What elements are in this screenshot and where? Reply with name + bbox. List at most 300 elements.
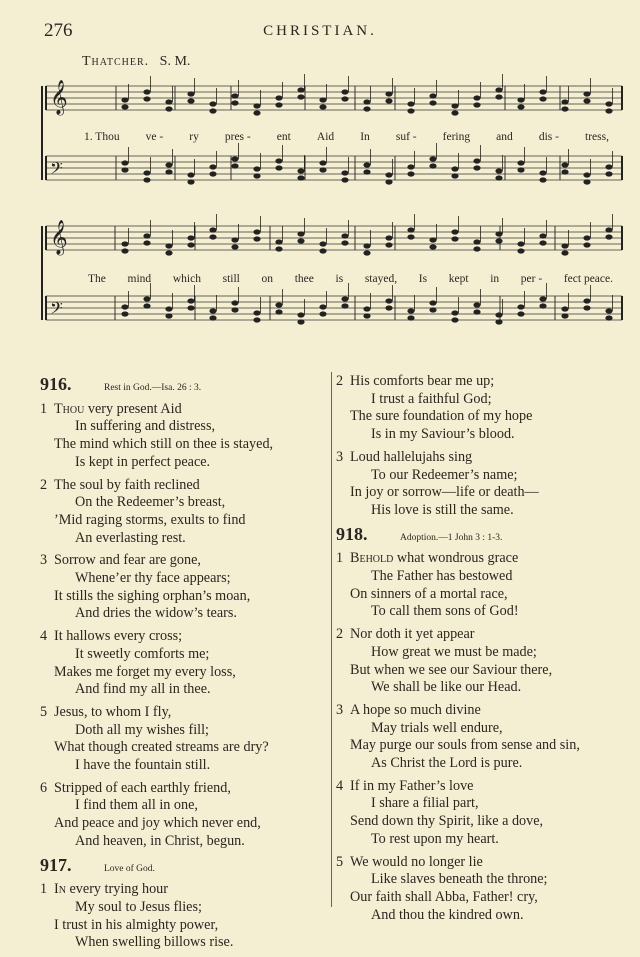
- note-head: [143, 96, 150, 101]
- note-head: [253, 103, 260, 108]
- note-head: [429, 300, 436, 305]
- note-head: [143, 233, 150, 238]
- lyric-syllable: kept: [448, 273, 469, 285]
- verse-text: As Christ the Lord is pure.: [371, 755, 523, 772]
- verse-text: To call them sons of God!: [371, 603, 519, 620]
- hymn-heading: [40, 854, 330, 879]
- note-head: [407, 315, 414, 320]
- note-head: [473, 102, 480, 107]
- note-head: [561, 99, 568, 104]
- note-head: [341, 303, 348, 308]
- note-head: [165, 169, 172, 174]
- verse-text: And heaven, in Christ, begun.: [75, 832, 245, 849]
- verse-text: An everlasting rest.: [75, 529, 186, 546]
- note-head: [363, 162, 370, 167]
- note-head: [187, 179, 194, 184]
- note-head: [429, 307, 436, 312]
- verse-line: [336, 831, 626, 849]
- verse-text: Send down thy Spirit, like a dove,: [350, 813, 544, 830]
- note-head: [209, 101, 216, 106]
- note-head: [539, 240, 546, 245]
- verse: [336, 778, 626, 849]
- note-head: [297, 175, 304, 180]
- verse: [336, 854, 626, 925]
- note-head: [363, 313, 370, 318]
- verse-text: Makes me forget my every loss,: [54, 663, 236, 680]
- verse-line: [336, 889, 626, 907]
- lyric-syllable: ry: [189, 131, 199, 143]
- tune-meter: S. M.: [159, 54, 191, 69]
- lyric-syllable: Aid: [316, 131, 335, 143]
- verse-line: [336, 550, 626, 568]
- note-head: [121, 97, 128, 102]
- verse-text: every trying hour: [69, 881, 168, 898]
- lyric-syllable: pres -: [224, 131, 251, 143]
- verse-line: [40, 917, 330, 935]
- bass-clef-icon: 𝄢: [50, 298, 63, 322]
- lyric-syllable: on: [261, 273, 274, 285]
- note-head: [429, 163, 436, 168]
- note-head: [385, 235, 392, 240]
- note-head: [187, 305, 194, 310]
- note-head: [231, 93, 238, 98]
- verse-text: In joy or sorrow—life or death—: [350, 484, 539, 501]
- verse-text: And dries the widow’s tears.: [75, 605, 237, 622]
- treble-clef-icon: 𝄞: [50, 80, 68, 115]
- note-head: [253, 166, 260, 171]
- note-head: [165, 250, 172, 255]
- note-head: [451, 166, 458, 171]
- verse-line: [336, 586, 626, 604]
- verse-line: [40, 588, 330, 606]
- lyric-syllable: mind: [127, 273, 152, 285]
- note-head: [253, 229, 260, 234]
- verse: [40, 401, 330, 472]
- lyric-syllable: ent: [276, 131, 291, 143]
- verse-text: His love is still the same.: [371, 501, 514, 518]
- verse-number: 5: [40, 703, 48, 720]
- note-head: [561, 243, 568, 248]
- note-head: [319, 241, 326, 246]
- verse-text: What though created streams are dry?: [54, 739, 269, 756]
- note-head: [473, 95, 480, 100]
- note-head: [341, 240, 348, 245]
- verse-line: [336, 662, 626, 680]
- hymn-subtitle: Adoption.—1 John 3 : 1-3.: [400, 532, 503, 543]
- note-head: [561, 169, 568, 174]
- verse-line: [40, 664, 330, 682]
- verse-text: How great we must be made;: [371, 643, 537, 660]
- lyric-syllable: dis -: [538, 131, 559, 143]
- note-head: [451, 110, 458, 115]
- note-head: [231, 300, 238, 305]
- verse-text: It stills the sighing orphan’s moan,: [54, 587, 251, 604]
- verse-line: [40, 512, 330, 530]
- verse: [40, 477, 330, 548]
- note-head: [297, 231, 304, 236]
- note-head: [583, 179, 590, 184]
- note-head: [495, 231, 502, 236]
- verse-text: Nor doth it yet appear: [350, 626, 475, 643]
- note-head: [209, 315, 216, 320]
- verse-text: The mind which still on thee is stayed,: [54, 436, 274, 453]
- note-head: [561, 306, 568, 311]
- note-head: [605, 164, 612, 169]
- right-column: [336, 373, 626, 929]
- note-head: [583, 235, 590, 240]
- lyric-syllable: stayed,: [364, 273, 398, 285]
- verse-number: 2: [336, 626, 344, 643]
- verse-number: 2: [336, 373, 344, 389]
- note-head: [407, 101, 414, 106]
- note-head: [209, 164, 216, 169]
- verse-text: To our Redeemer’s name;: [371, 466, 518, 483]
- verse: [40, 881, 330, 952]
- note-head: [121, 104, 128, 109]
- verse-line: [336, 644, 626, 662]
- note-head: [473, 309, 480, 314]
- verse-line: [336, 755, 626, 773]
- verse-text: I trust in his almighty power,: [54, 916, 219, 933]
- note-head: [495, 319, 502, 324]
- note-head: [539, 89, 546, 94]
- verse-text: ’Mid raging storms, exults to find: [54, 511, 246, 528]
- note-head: [121, 311, 128, 316]
- note-head: [385, 242, 392, 247]
- note-head: [429, 237, 436, 242]
- verse: [40, 552, 330, 623]
- tune-name: Thatcher.: [82, 54, 150, 69]
- note-head: [385, 172, 392, 177]
- note-head: [209, 227, 216, 232]
- note-head: [363, 169, 370, 174]
- verse-line: [40, 477, 330, 495]
- note-head: [517, 248, 524, 253]
- note-head: [561, 250, 568, 255]
- lyric-syllable: in: [490, 273, 500, 285]
- note-head: [517, 160, 524, 165]
- note-head: [319, 167, 326, 172]
- note-head: [605, 101, 612, 106]
- note-head: [297, 168, 304, 173]
- verse-first-word: Behold: [350, 550, 394, 567]
- lyric-syllable: per -: [520, 273, 543, 285]
- verse-number: 4: [336, 777, 344, 794]
- verse-text: Stripped of each earthly friend,: [54, 779, 231, 796]
- verse-number: 3: [336, 701, 344, 718]
- note-head: [121, 160, 128, 165]
- note-head: [121, 167, 128, 172]
- note-head: [319, 311, 326, 316]
- note-head: [319, 97, 326, 102]
- verse-number: 1: [336, 550, 344, 567]
- verse-line: [40, 881, 330, 899]
- verse-text: His comforts bear me up;: [350, 373, 495, 389]
- verse-line: [40, 628, 330, 646]
- hymn-subtitle: Rest in God.—Isa. 26 : 3.: [104, 383, 202, 393]
- note-head: [165, 306, 172, 311]
- note-head: [385, 179, 392, 184]
- hymn-number: 918.: [336, 523, 368, 544]
- verse-line: [40, 570, 330, 588]
- verse-line: [40, 401, 330, 419]
- note-head: [275, 95, 282, 100]
- verse-line: [336, 737, 626, 755]
- note-head: [231, 237, 238, 242]
- verse-text: Our faith shall Abba, Father! cry,: [350, 888, 538, 905]
- verse-text: In suffering and distress,: [75, 418, 216, 435]
- note-head: [231, 163, 238, 168]
- verse-line: [336, 502, 626, 520]
- verse-line: [336, 720, 626, 738]
- verse-text: The soul by faith reclined: [54, 476, 200, 493]
- verse-line: [40, 797, 330, 815]
- verse-line: [40, 494, 330, 512]
- note-head: [121, 304, 128, 309]
- verse-number: 4: [40, 628, 48, 645]
- note-head: [275, 309, 282, 314]
- verse: [336, 626, 626, 697]
- note-head: [319, 160, 326, 165]
- verse-line: [336, 854, 626, 872]
- note-head: [407, 308, 414, 313]
- note-head: [473, 246, 480, 251]
- note-head: [275, 246, 282, 251]
- verse-line: [336, 408, 626, 426]
- note-head: [539, 296, 546, 301]
- note-head: [319, 304, 326, 309]
- note-head: [451, 236, 458, 241]
- note-head: [583, 98, 590, 103]
- verse-line: [336, 467, 626, 485]
- note-head: [495, 312, 502, 317]
- note-head: [605, 171, 612, 176]
- verse-number: 5: [336, 853, 344, 870]
- note-head: [583, 298, 590, 303]
- verse-line: [336, 907, 626, 925]
- verse-line: [336, 778, 626, 796]
- note-head: [297, 312, 304, 317]
- note-head: [209, 171, 216, 176]
- hymn-heading: [40, 376, 330, 398]
- verse-line: [336, 449, 626, 467]
- note-head: [385, 91, 392, 96]
- note-head: [341, 296, 348, 301]
- verse-line: [40, 436, 330, 454]
- lyric-syllable: fering: [442, 131, 471, 143]
- verse-line: [336, 603, 626, 621]
- verse: [40, 704, 330, 775]
- verse-text: Jesus, to whom I fly,: [54, 703, 172, 720]
- hymn-heading: [336, 523, 626, 548]
- note-head: [495, 87, 502, 92]
- verse-text: A hope so much divine: [350, 701, 481, 718]
- note-head: [297, 319, 304, 324]
- note-head: [297, 87, 304, 92]
- note-head: [209, 308, 216, 313]
- note-head: [165, 106, 172, 111]
- hymn-number: 916.: [40, 374, 72, 394]
- note-head: [275, 302, 282, 307]
- note-head: [121, 248, 128, 253]
- verse-text: We shall be like our Head.: [371, 679, 522, 696]
- note-head: [451, 229, 458, 234]
- verse: [336, 373, 626, 444]
- verse-text: I share a filial part,: [371, 795, 479, 812]
- verse-text: what wondrous grace: [396, 550, 519, 567]
- verse-text: Loud hallelujahs sing: [350, 448, 473, 465]
- note-head: [209, 234, 216, 239]
- note-head: [605, 227, 612, 232]
- verse-text: Sorrow and fear are gone,: [54, 552, 201, 569]
- note-head: [407, 227, 414, 232]
- note-head: [429, 244, 436, 249]
- verse-text: I find them all in one,: [75, 797, 198, 814]
- verse-line: [336, 426, 626, 444]
- verse: [336, 449, 626, 520]
- verse-text: And peace and joy which never end,: [54, 815, 261, 832]
- note-head: [561, 106, 568, 111]
- note-head: [253, 236, 260, 241]
- note-head: [341, 89, 348, 94]
- note-head: [165, 243, 172, 248]
- note-head: [495, 238, 502, 243]
- note-head: [517, 304, 524, 309]
- note-head: [473, 239, 480, 244]
- verse-first-word: In: [54, 881, 66, 898]
- note-head: [583, 242, 590, 247]
- verse: [336, 550, 626, 621]
- verse-text: If in my Father’s love: [350, 777, 474, 794]
- note-head: [253, 317, 260, 322]
- verse-text: On sinners of a mortal race,: [350, 585, 508, 602]
- lyrics-line-2: [88, 273, 613, 285]
- note-head: [143, 296, 150, 301]
- verse-text: May trials well endure,: [371, 719, 503, 736]
- note-head: [407, 108, 414, 113]
- verse-text: very present Aid: [87, 400, 182, 417]
- verse-line: [40, 418, 330, 436]
- left-column: [40, 370, 330, 957]
- note-head: [165, 162, 172, 167]
- note-head: [121, 241, 128, 246]
- note-head: [517, 104, 524, 109]
- note-head: [539, 177, 546, 182]
- note-head: [495, 175, 502, 180]
- note-head: [407, 234, 414, 239]
- note-head: [275, 239, 282, 244]
- verse: [40, 628, 330, 699]
- note-head: [143, 303, 150, 308]
- note-head: [231, 307, 238, 312]
- verse-line: [336, 391, 626, 409]
- verse-number: 1: [40, 881, 48, 898]
- lyric-syllable: thee: [294, 273, 314, 285]
- hymn-number: 917.: [40, 854, 72, 875]
- note-head: [165, 313, 172, 318]
- verse-text: It hallows every cross;: [54, 628, 183, 645]
- note-head: [363, 106, 370, 111]
- note-head: [341, 96, 348, 101]
- verse-line: [336, 626, 626, 644]
- note-head: [429, 93, 436, 98]
- verse-line: [40, 739, 330, 757]
- note-head: [605, 234, 612, 239]
- lyric-syllable: is: [335, 273, 344, 285]
- verse-text: Doth all my wishes fill;: [75, 721, 209, 738]
- column-divider: [331, 372, 332, 907]
- note-head: [341, 233, 348, 238]
- note-head: [297, 94, 304, 99]
- note-head: [583, 172, 590, 177]
- verse-text: Like slaves beneath the throne;: [371, 871, 548, 888]
- lyric-syllable: Is: [418, 273, 428, 285]
- note-head: [407, 171, 414, 176]
- verse-line: [40, 552, 330, 570]
- verse-line: [40, 722, 330, 740]
- verse-line: [40, 704, 330, 722]
- note-head: [341, 170, 348, 175]
- note-head: [187, 298, 194, 303]
- verse-line: [40, 530, 330, 548]
- verse-line: [336, 484, 626, 502]
- verse-text: The sure foundation of my hope: [350, 408, 533, 425]
- verse-text: To rest upon my heart.: [371, 830, 499, 847]
- note-head: [517, 241, 524, 246]
- verse-text: I trust a faithful God;: [371, 390, 492, 407]
- note-head: [517, 311, 524, 316]
- note-head: [187, 235, 194, 240]
- note-head: [583, 91, 590, 96]
- verse-number: 3: [40, 552, 48, 569]
- lyric-syllable: fect peace.: [563, 273, 613, 285]
- verse-text: But when we see our Saviour there,: [350, 661, 553, 678]
- note-head: [605, 108, 612, 113]
- note-head: [561, 313, 568, 318]
- note-head: [187, 242, 194, 247]
- verse-number: 3: [336, 448, 344, 465]
- note-head: [429, 100, 436, 105]
- verse-line: [40, 757, 330, 775]
- note-head: [583, 305, 590, 310]
- note-head: [275, 165, 282, 170]
- note-head: [187, 98, 194, 103]
- page-number: 276: [44, 20, 73, 41]
- verse-text: Is in my Saviour’s blood.: [371, 426, 515, 443]
- treble-clef-icon: 𝄞: [50, 220, 68, 255]
- note-head: [385, 298, 392, 303]
- note-head: [341, 177, 348, 182]
- note-head: [231, 244, 238, 249]
- hymn-subtitle: Love of God.: [104, 863, 155, 874]
- note-head: [539, 303, 546, 308]
- note-head: [187, 172, 194, 177]
- note-head: [429, 156, 436, 161]
- verse-text: It sweetly comforts me;: [75, 645, 210, 662]
- note-head: [495, 168, 502, 173]
- note-head: [451, 310, 458, 315]
- note-head: [319, 248, 326, 253]
- note-head: [517, 167, 524, 172]
- note-head: [143, 177, 150, 182]
- note-head: [605, 315, 612, 320]
- note-head: [275, 102, 282, 107]
- verse-line: [336, 795, 626, 813]
- verse-line: [336, 679, 626, 697]
- note-head: [473, 158, 480, 163]
- note-head: [385, 98, 392, 103]
- note-head: [605, 308, 612, 313]
